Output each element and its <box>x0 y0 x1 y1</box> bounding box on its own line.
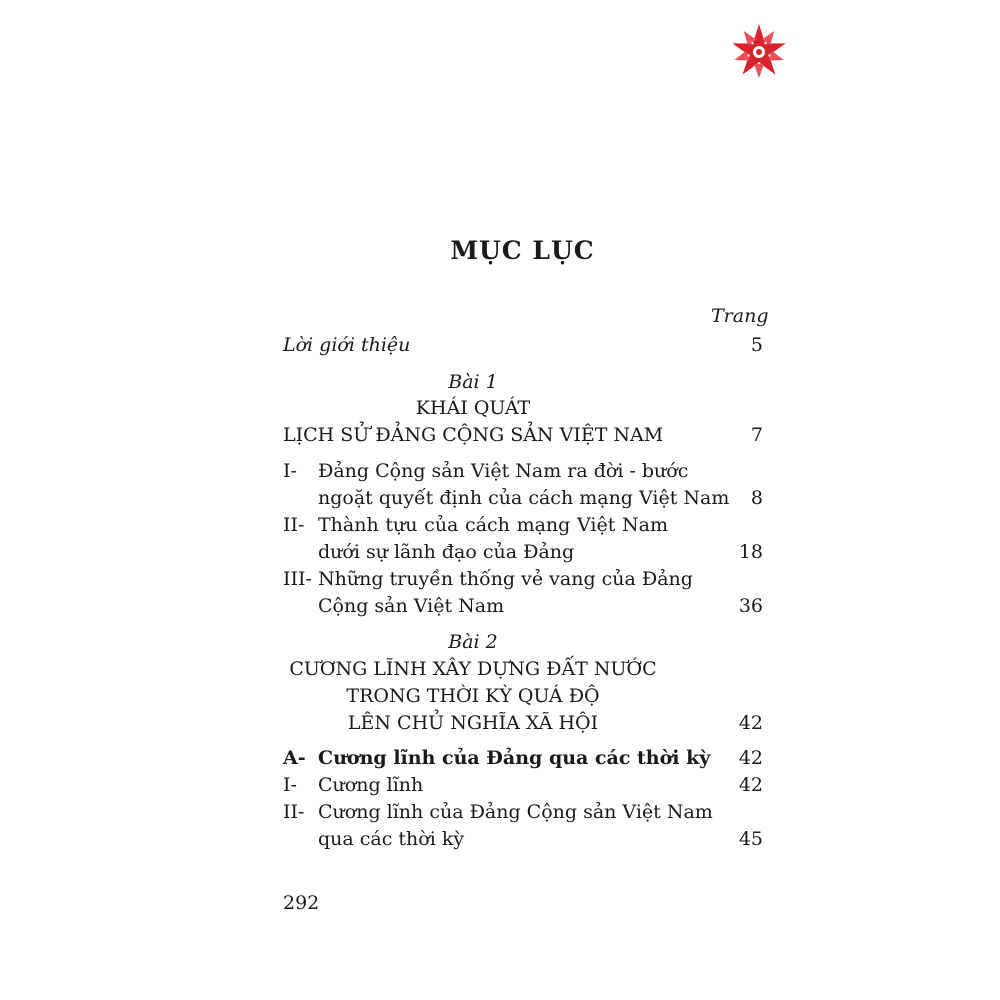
party-star-emblem-icon <box>728 22 790 80</box>
lesson1-item2-num: II- <box>283 514 305 536</box>
lesson2-item2-num: II- <box>283 801 305 823</box>
intro-page: 5 <box>750 334 763 356</box>
lesson2-page: 42 <box>738 712 763 734</box>
lesson1-item1-page: 8 <box>750 487 763 509</box>
lesson1-label: Bài 1 <box>448 371 498 393</box>
lesson1-item3-line2: Cộng sản Việt Nam <box>318 595 505 617</box>
page-title: MỤC LỤC <box>450 236 595 265</box>
lesson2-title-line2: TRONG THỜI KỲ QUÁ ĐỘ <box>346 685 600 707</box>
lesson2-sectionA-label: Cương lĩnh của Đảng qua các thời kỳ <box>318 747 711 769</box>
lesson2-item1-line1: Cương lĩnh <box>318 774 424 796</box>
lesson2-title-line3: LÊN CHỦ NGHĨA XÃ HỘI <box>347 712 599 734</box>
lesson2-item1-page: 42 <box>738 774 763 796</box>
lesson1-item1-line1: Đảng Cộng sản Việt Nam ra đời - bước <box>318 460 689 482</box>
lesson2-item1-num: I- <box>283 774 297 796</box>
lesson1-page: 7 <box>750 424 763 446</box>
lesson2-sectionA-page: 42 <box>738 747 763 769</box>
lesson2-item2-line1: Cương lĩnh của Đảng Cộng sản Việt Nam <box>318 801 713 823</box>
lesson2-item2-line2: qua các thời kỳ <box>318 828 465 850</box>
lesson1-item2-line2: dưới sự lãnh đạo của Đảng <box>318 541 575 563</box>
trang-label: Trang <box>711 305 769 327</box>
lesson2-sectionA-num: A- <box>283 747 306 769</box>
lesson2-item2-page: 45 <box>738 828 763 850</box>
lesson1-item3-line1: Những truyền thống vẻ vang của Đảng <box>318 568 693 590</box>
lesson1-item1-num: I- <box>283 460 297 482</box>
page-number: 292 <box>283 892 320 914</box>
lesson1-item3-page: 36 <box>738 595 763 617</box>
lesson1-title-line2: LỊCH SỬ ĐẢNG CỘNG SẢN VIỆT NAM <box>283 424 664 446</box>
lesson1-item3-num: III- <box>283 568 312 590</box>
intro-label: Lời giới thiệu <box>283 334 411 356</box>
lesson1-item2-line1: Thành tựu của cách mạng Việt Nam <box>318 514 668 536</box>
lesson2-title-line1: CƯƠNG LĨNH XÂY DỰNG ĐẤT NƯỚC <box>289 658 657 680</box>
lesson1-item1-line2: ngoặt quyết định của cách mạng Việt Nam <box>318 487 730 509</box>
lesson1-title-line1: KHÁI QUÁT <box>415 397 531 419</box>
lesson2-label: Bài 2 <box>448 631 498 653</box>
lesson1-item2-page: 18 <box>738 541 763 563</box>
